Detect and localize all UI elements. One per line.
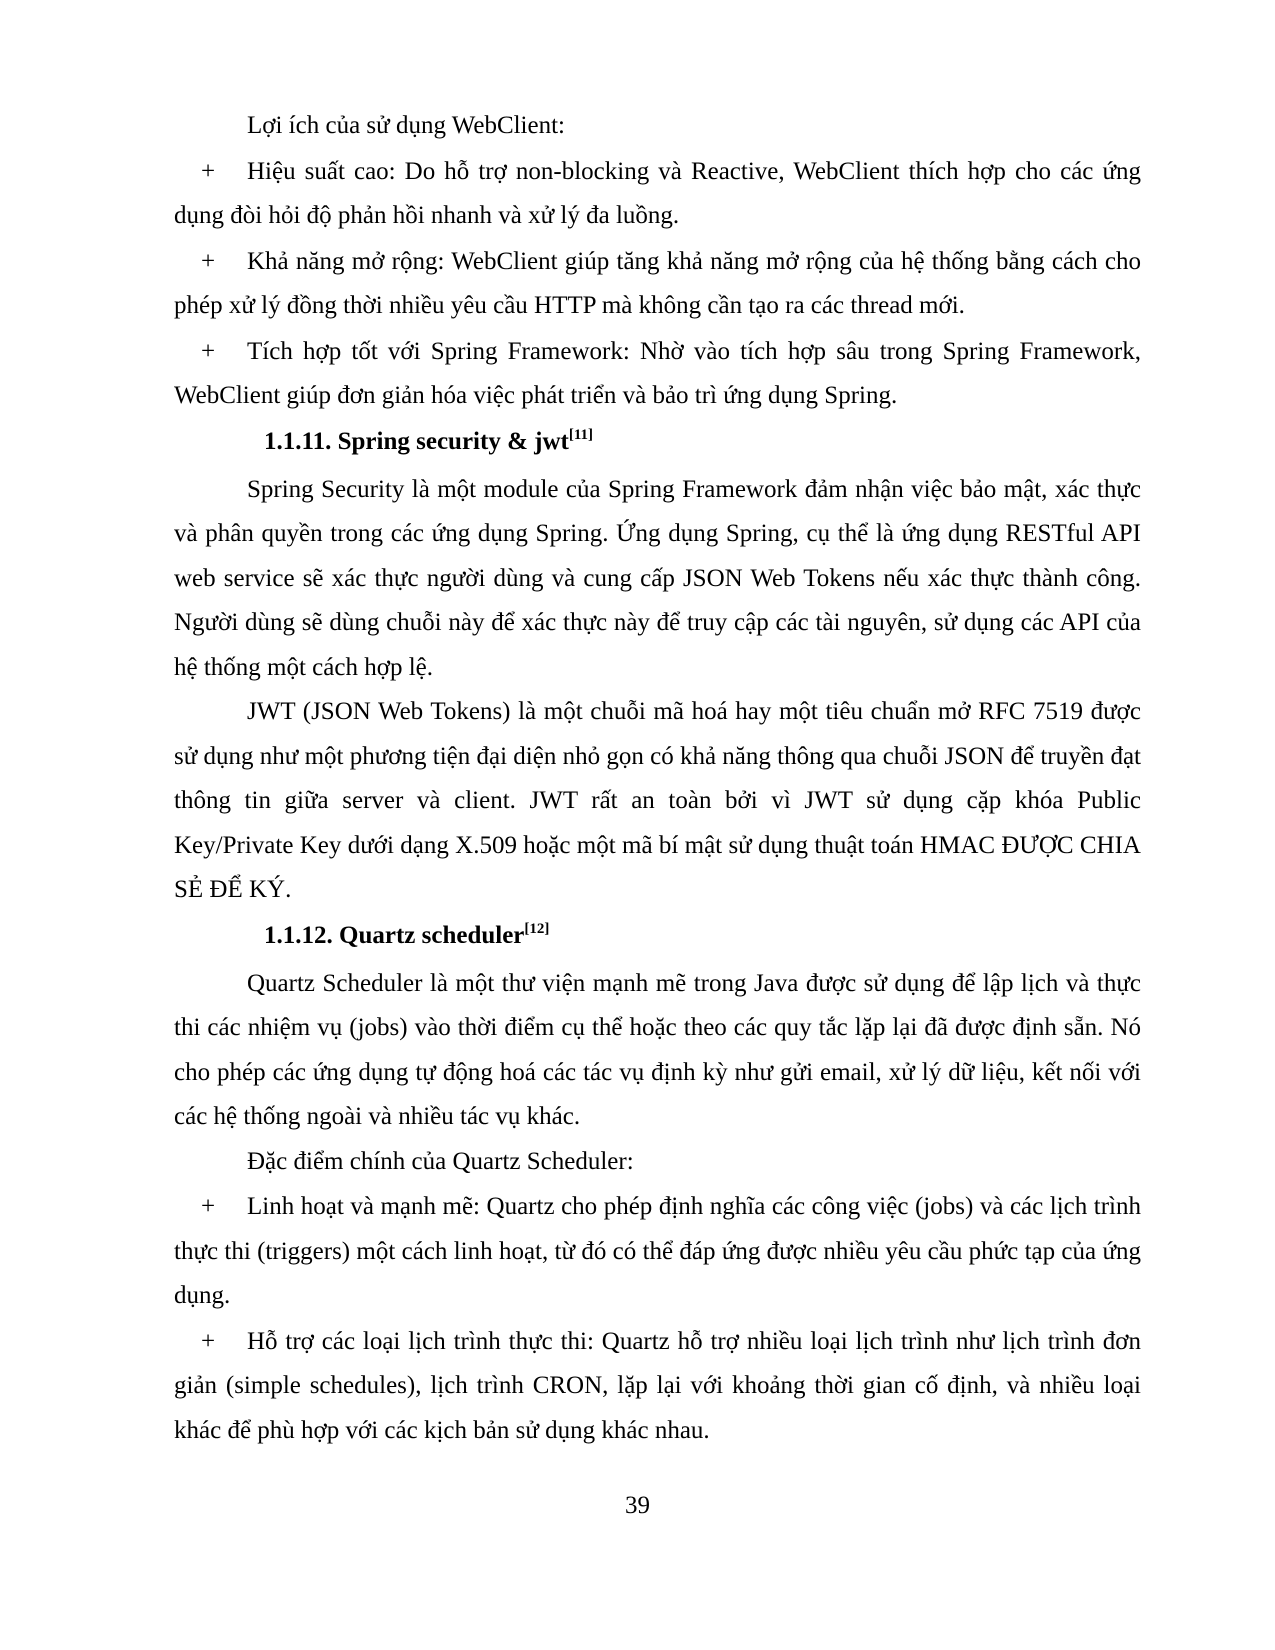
section-heading-quartz <box>174 913 1141 962</box>
citation-ref: [11] <box>568 426 594 443</box>
benefit-text: Tích hợp tốt với Spring Framework: Nhờ vào tích hợp sâu trong Spring Framework, WebClient giúp đơn giản hóa việc phát triển và bảo trì ứng dụng Spring. <box>174 337 1141 409</box>
feature-text: Linh hoạt và mạnh mẽ: Quartz cho phép định nghĩa các công việc (jobs) và các lịch trình thực thi (triggers) một cách linh hoạt, từ đó có thể đáp ứng được nhiều yêu cầu phức tạp của ứng dụng. <box>174 1193 1141 1309</box>
feature-item <box>174 1320 1141 1454</box>
citation-ref: [12] <box>524 920 550 937</box>
benefit-item <box>174 330 1141 419</box>
bullet-marker: + <box>201 337 216 365</box>
benefit-text: Hiệu suất cao: Do hỗ trợ non-blocking và Reactive, WebClient thích hợp cho các ứng dụng đòi hỏi độ phản hồi nhanh và xử lý đa luồng. <box>174 157 1141 229</box>
feature-item <box>174 1185 1141 1319</box>
bullet-marker: + <box>201 157 216 185</box>
spring-security-paragraph: Spring Security là một module của Spring Framework đảm nhận việc bảo mật, xác thực và phân quyền trong các ứng dụng Spring. Ứng dụng Spring, cụ thể là ứng dụng RESTful API web service sẽ xác thực người dùng và cung cấp JSON Web Tokens nếu xác thực thành công. Người dùng sẽ dùng chuỗi này để xác thực này để truy cập các tài nguyên, sử dụng các API của hệ thống một cách hợp lệ. <box>174 475 1141 681</box>
jwt-paragraph: JWT (JSON Web Tokens) là một chuỗi mã hoá hay một tiêu chuẩn mở RFC 7519 được sử dụng như một phương tiện đại diện nhỏ gọn có khả năng thông qua chuỗi JSON để truyền đạt thông tin giữa server và client. JWT rất an toàn bởi vì JWT sử dụng cặp khóa Public Key/Private Key dưới dạng X.509 hoặc một mã bí mật sử dụng thuật toán HMAC ĐƯỢC CHIA SẺ ĐỂ KÝ. <box>174 698 1141 903</box>
intro-paragraph: Lợi ích của sử dụng WebClient: <box>247 112 565 139</box>
heading-title: 1.1.12. Quartz scheduler <box>264 921 525 949</box>
document-page <box>174 104 1141 1453</box>
page-number: 39 <box>625 1492 650 1519</box>
features-intro: Đặc điểm chính của Quartz Scheduler: <box>247 1147 634 1175</box>
bullet-marker: + <box>201 1327 216 1355</box>
section-heading-spring-security <box>174 419 1141 468</box>
bullet-marker: + <box>201 247 216 275</box>
heading-title: 1.1.11. Spring security & jwt <box>264 427 569 455</box>
benefit-item <box>174 240 1141 329</box>
quartz-paragraph: Quartz Scheduler là một thư viện mạnh mẽ trong Java được sử dụng để lập lịch và thực thi các nhiệm vụ (jobs) vào thời điểm cụ thể hoặc theo các quy tắc lặp lại đã được định sẵn. Nó cho phép các ứng dụng tự động hoá các tác vụ định kỳ như gửi email, xử lý dữ liệu, kết nối với các hệ thống ngoài và nhiều tác vụ khác. <box>174 969 1141 1130</box>
bullet-marker: + <box>201 1193 216 1220</box>
benefit-text: Khả năng mở rộng: WebClient giúp tăng khả năng mở rộng của hệ thống bằng cách cho phép xử lý đồng thời nhiều yêu cầu HTTP mà không cần tạo ra các thread mới. <box>174 247 1141 319</box>
feature-text: Hỗ trợ các loại lịch trình thực thi: Quartz hỗ trợ nhiều loại lịch trình như lịch trình đơn giản (simple schedules), lịch trình CRON, lặp lại với khoảng thời gian cố định, và nhiều loại khác để phù hợp với các kịch bản sử dụng khác nhau. <box>174 1327 1141 1444</box>
benefit-item <box>174 150 1141 239</box>
